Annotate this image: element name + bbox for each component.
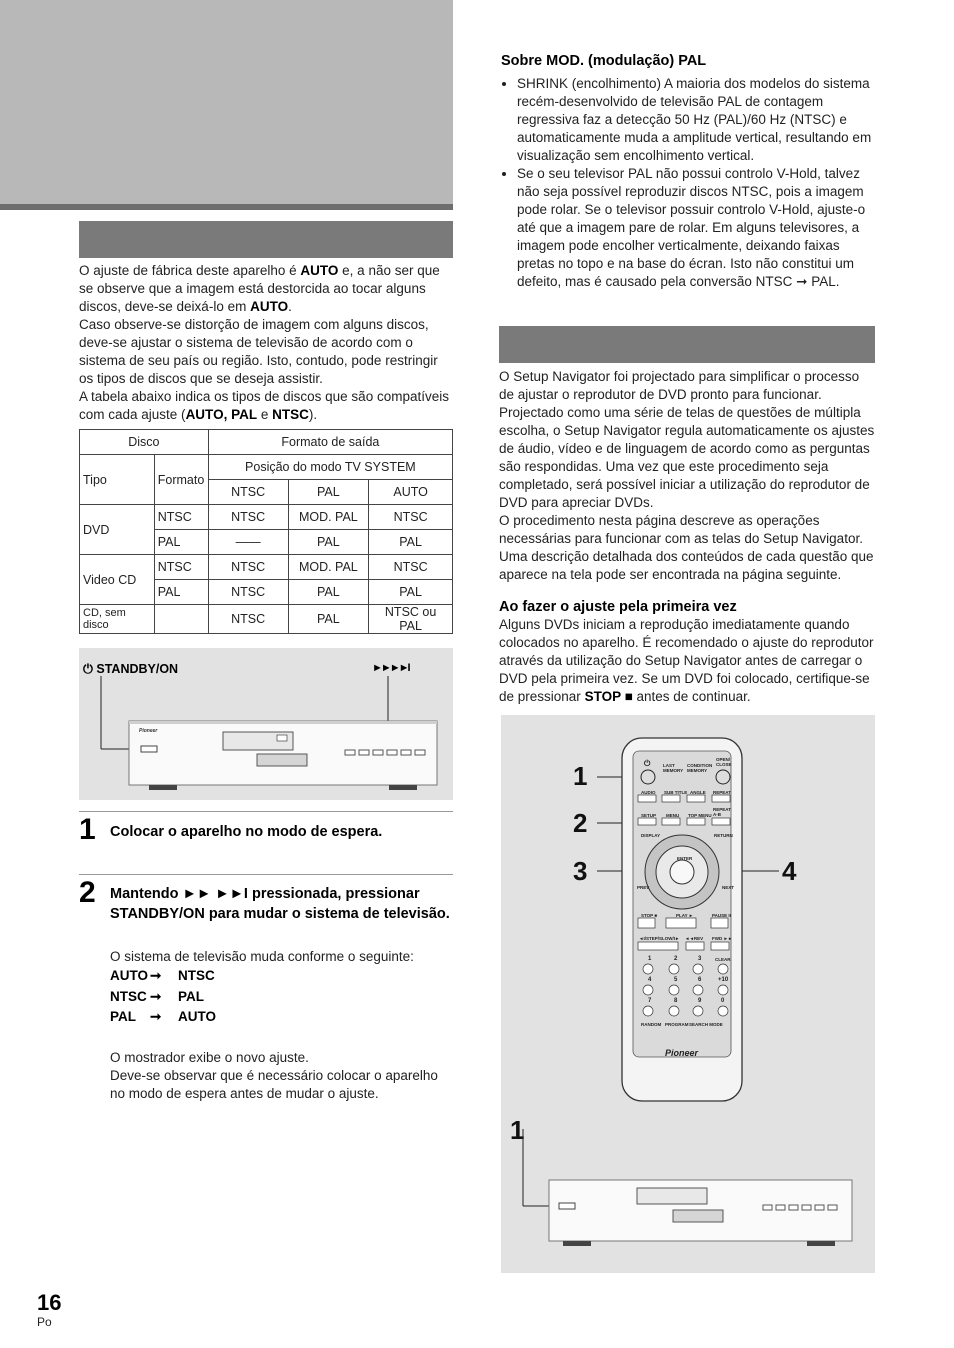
- table-row: [80, 605, 453, 634]
- return-button[interactable]: RETURN: [714, 833, 733, 838]
- table-row: [80, 430, 453, 455]
- header-ntsc: NTSC: [208, 480, 288, 505]
- step-slow-button[interactable]: ◄I/STEP/SLOW/I►: [639, 936, 680, 941]
- digit-7-button[interactable]: 7: [648, 998, 652, 1004]
- table-cell: PAL: [288, 580, 369, 605]
- dvd-player-front-svg: [79, 648, 453, 800]
- page-number: 16: [37, 1290, 62, 1315]
- plus10-button[interactable]: +10: [718, 977, 729, 983]
- step-2-number: 2: [79, 876, 96, 909]
- menu-button[interactable]: MENU: [666, 813, 680, 818]
- step-2-notes: O mostrador exibe o novo ajuste. Deve-se observar que é necessário colocar o aparelho no modo de espera antes de mudar o ajuste.: [110, 1050, 438, 1101]
- callout-1: 1: [573, 761, 588, 791]
- list-item: • SHRINK (encolhimento) A maioria dos modelos do sistema recém-desenvolvido de televisão PAL de contagem regressiva faz a detecção 50 Hz (PAL)/60 Hz (NTSC) e automaticamente muda a amplitude vertical, resultando em visualização sem encolhimento vertical.: [517, 75, 875, 165]
- standby-on-label: ⏻ STANDBY/ON: [83, 662, 179, 676]
- header-gray-block: [0, 0, 453, 210]
- callout-4: 4: [782, 856, 797, 886]
- power-icon: ⏻: [83, 662, 97, 676]
- callout-3: 3: [573, 856, 588, 886]
- first-time-heading: Ao fazer o ajuste pela primeira vez: [499, 599, 737, 615]
- step-2-text: Mantendo ►► ►►I pressionada, pressionar STANDBY/ON para mudar o sistema de televisão.: [110, 886, 450, 922]
- play-button[interactable]: PLAY ►: [676, 913, 694, 918]
- table-cell: MOD. PAL: [288, 505, 369, 530]
- player-figure: [79, 648, 453, 800]
- digit-2-button[interactable]: 2: [674, 956, 678, 962]
- page-language: Po: [37, 1315, 52, 1329]
- condition-memory-button[interactable]: CONDITION MEMORY: [687, 763, 713, 773]
- header-formato-saida: Formato de saída: [208, 430, 452, 455]
- digit-5-button[interactable]: 5: [674, 977, 678, 983]
- setup-navigator-text: O Setup Navigator foi projectado para simplificar o processo de ajustar o reprodutor de DVD pronto para funcionar. Projectado como uma série de telas de questões de múltipla escolha, o Setup Navigator regula automaticamente os ajustes de áudio, vídeo e de linguagem de acordo como as perguntas são respondidas. Uma vez que este procedimento seja completado, será possível iniciar a utilização do reprodutor de DVD para apreciar DVDs. O procedimento nesta página descreve as operações necessárias para funcionar com as telas do Setup Navigator. Uma descrição detalhada dos conteúdos de cada questão que aparece na tela pode ser encontrada na página seguinte.: [499, 369, 875, 582]
- digit-0-button[interactable]: 0: [721, 998, 725, 1004]
- last-memory-button[interactable]: LAST MEMORY: [663, 763, 684, 773]
- cell-type-cd: CD, sem disco: [80, 605, 155, 634]
- audio-button[interactable]: AUDIO: [641, 790, 656, 795]
- callout-1-player: 1: [510, 1115, 525, 1145]
- table-cell: NTSC: [208, 555, 288, 580]
- table-cell: NTSC: [154, 555, 208, 580]
- open-close-button[interactable]: OPEN/ CLOSE: [716, 757, 732, 767]
- mod-pal-section: [501, 53, 875, 291]
- power-icon[interactable]: ⏻: [644, 759, 651, 768]
- digit-4-button[interactable]: 4: [648, 977, 652, 983]
- pioneer-logo: Pioneer: [665, 1048, 699, 1058]
- step-1-number: 1: [79, 813, 96, 846]
- digit-3-button[interactable]: 3: [698, 956, 702, 962]
- stop-button[interactable]: STOP ■: [641, 913, 658, 918]
- table-cell: NTSC: [369, 505, 453, 530]
- step-2-subtext: O sistema de televisão muda conforme o seguinte:: [110, 949, 414, 964]
- compatibility-table: [79, 429, 453, 634]
- tv-system-sequence: [110, 966, 216, 1028]
- repeat-button[interactable]: REPEAT: [713, 790, 731, 795]
- callout-2: 2: [573, 808, 588, 838]
- pause-button[interactable]: PAUSE II: [712, 913, 731, 918]
- remote-labels: [501, 715, 875, 1273]
- table-cell: NTSC: [154, 505, 208, 530]
- divider: [79, 811, 453, 812]
- mod-pal-heading: Sobre MOD. (modulação) PAL: [501, 53, 707, 69]
- divider: [79, 874, 453, 875]
- sequence-row: PAL ➞ AUTO: [110, 1009, 217, 1024]
- table-cell: NTSC: [208, 505, 288, 530]
- header-pal: PAL: [288, 480, 369, 505]
- table-cell: NTSC: [208, 580, 288, 605]
- remote-figure: [501, 715, 875, 1273]
- fwd-button[interactable]: FWD ►►: [712, 936, 733, 941]
- next-button[interactable]: NEXT: [722, 885, 735, 890]
- header-formato: Formato: [154, 455, 208, 505]
- cell-type-dvd: DVD: [80, 505, 155, 555]
- repeat-ab-button[interactable]: REPEAT A-B: [713, 807, 731, 817]
- digit-1-button[interactable]: 1: [648, 956, 652, 962]
- digit-8-button[interactable]: 8: [674, 998, 678, 1004]
- program-button[interactable]: PROGRAM: [665, 1022, 689, 1027]
- table-cell: PAL: [154, 580, 208, 605]
- table-cell: PAL: [154, 530, 208, 555]
- sequence-row: AUTO ➞ NTSC: [110, 968, 215, 983]
- digit-9-button[interactable]: 9: [698, 998, 702, 1004]
- table-cell: NTSC: [208, 605, 288, 634]
- list-item: • Se o seu televisor PAL não possui controlo V-Hold, talvez não seja possível reproduzir discos NTSC, pois a imagem pode rolar. Se o televisor possuir controlo V-Hold, ajuste-o até que a imagem pare de rolar. Em alguns televisores, a imagem pode encolher verticalmente, deixando faixas pretas no topo e na base do écran. Isto não constitui um defeito, mas é causado pela conversão NTSC ➞ PAL.: [517, 165, 875, 291]
- step-1-text: Colocar o aparelho no modo de espera.: [110, 824, 383, 840]
- setup-button[interactable]: SETUP: [641, 813, 657, 818]
- top-menu-button[interactable]: TOP MENU: [688, 813, 712, 818]
- table-cell: PAL: [369, 580, 453, 605]
- prev-button[interactable]: PREV: [637, 885, 650, 890]
- clear-button[interactable]: CLEAR: [715, 957, 731, 962]
- header-tipo: Tipo: [80, 455, 155, 505]
- forward-skip-label: ►►►►I: [372, 662, 409, 674]
- table-cell: PAL: [288, 530, 369, 555]
- search-mode-button[interactable]: SEARCH MODE: [689, 1022, 723, 1027]
- cell-type-vcd: Video CD: [80, 555, 155, 605]
- pioneer-logo-small: Pioneer: [139, 728, 158, 734]
- table-cell: ——: [208, 530, 288, 555]
- subtitle-button[interactable]: SUB TITLE: [664, 790, 688, 795]
- header-disco: Disco: [80, 430, 209, 455]
- table-cell: PAL: [369, 530, 453, 555]
- first-time-section: Ao fazer o ajuste pela primeira vez Alguns DVDs iniciam a reprodução imediatamente quando colocados no aparelho. É recomendado o ajuste do reprodutor através da utilização do Setup Navigator antes de carregar o DVD pela primeira vez. Se um DVD foi colocado, certifique-se de pressionar STOP ■ antes de continuar.: [499, 599, 874, 704]
- section-bar-setup-navigator: [499, 326, 875, 363]
- table-cell: [154, 605, 208, 634]
- header-posicao: Posição do modo TV SYSTEM: [208, 455, 452, 480]
- table-cell: NTSC: [369, 555, 453, 580]
- rev-button[interactable]: ◄◄REV: [685, 936, 704, 941]
- table-row: [80, 455, 453, 480]
- display-button[interactable]: DISPLAY: [641, 833, 661, 838]
- digit-6-button[interactable]: 6: [698, 977, 702, 983]
- table-cell: NTSC ou PAL: [369, 605, 453, 634]
- mod-pal-list: [501, 75, 875, 291]
- table-cell: PAL: [288, 605, 369, 634]
- table-row: [80, 505, 453, 530]
- enter-button[interactable]: ENTER: [677, 856, 693, 861]
- angle-button[interactable]: ANGLE: [690, 790, 706, 795]
- sequence-row: NTSC ➞ PAL: [110, 988, 204, 1004]
- header-auto: AUTO: [369, 480, 453, 505]
- random-button[interactable]: RANDOM: [641, 1022, 662, 1027]
- table-cell: MOD. PAL: [288, 555, 369, 580]
- intro-text: O ajuste de fábrica deste aparelho é AUTO e, a não ser que se observe que a imagem está destorcida ao tocar alguns discos, deve-se deixá-lo em AUTO. Caso observe-se distorção de imagem com alguns discos, deve-se ajustar o sistema de televisão de acordo com o sistema de seu país ou região. Isto, contudo, pode restringir os tipos de discos que se deseja assistir. A tabela abaixo indica os tipos de discos que são compatíveis com cada ajuste (AUTO, PAL e NTSC).: [79, 263, 449, 422]
- section-bar-tv-system: [79, 221, 453, 258]
- table-row: [80, 555, 453, 580]
